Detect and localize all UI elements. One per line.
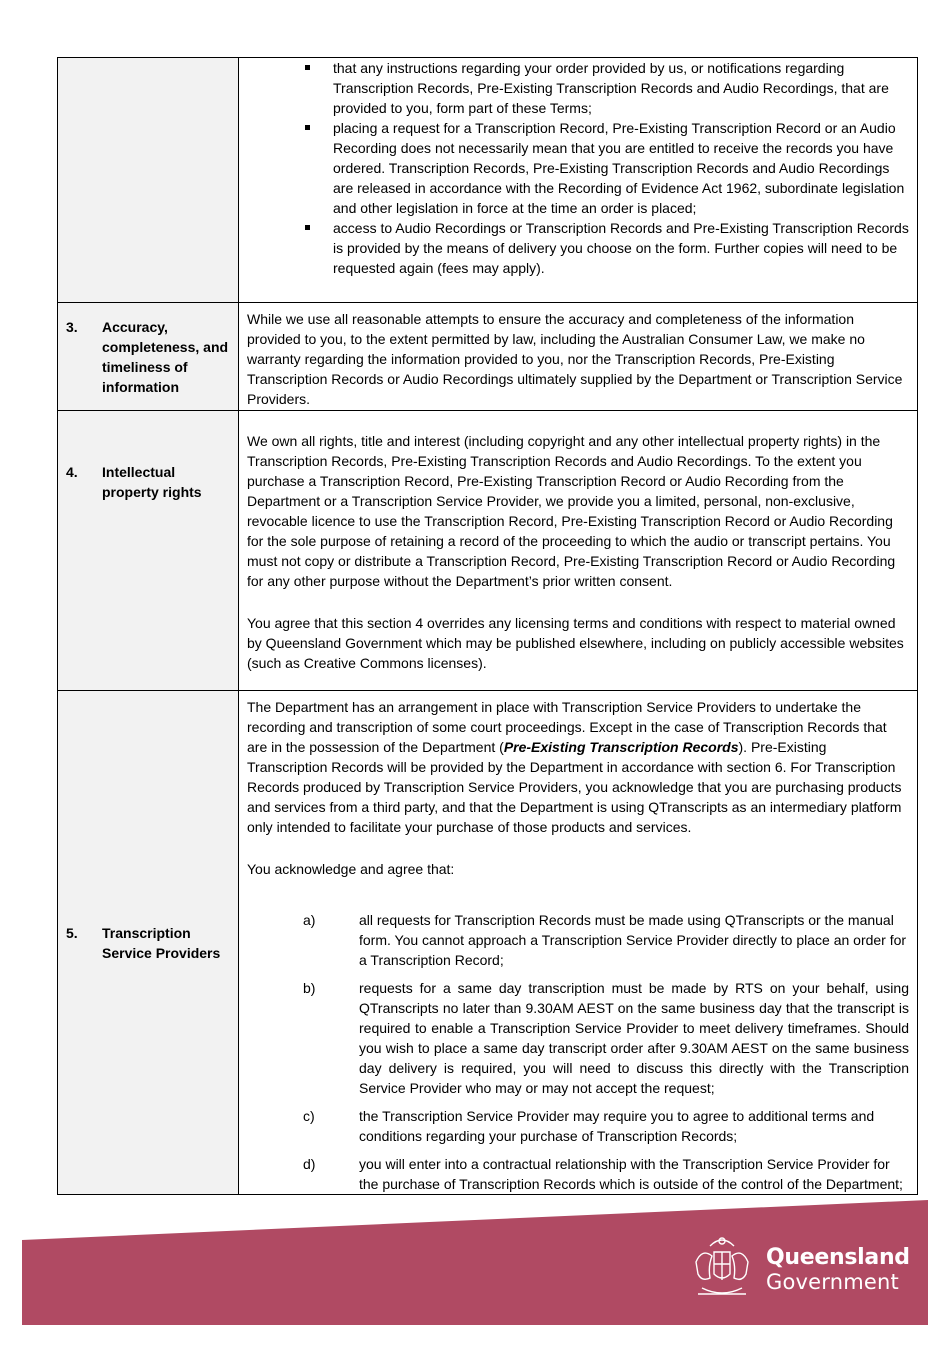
section-5-body (239, 691, 918, 1195)
list-item: that any instructions regarding your order provided by us, or notifications regarding Transcription Records, Pre-Existing Transcription Records and Audio Recordings, that are provided to you, form part of these Terms; (333, 58, 909, 118)
section-number: 5. (66, 924, 78, 941)
paragraph: You agree that this section 4 overrides any licensing terms and conditions with respect to material owned by Queensland Government which may be published elsewhere, including on publicly accessible websites (such as Creative Commons licenses). (247, 615, 904, 671)
paragraph: While we use all reasonable attempts to ensure the accuracy and completeness of the information provided to you, to the extent permitted by law, including the Australian Consumer Law, we make no warranty regarding the information provided to you, nor the Transcription Records, Pre-Existing Transcription Records or Audio Recordings ultimately supplied by the Department or Transcription Service Providers. (247, 311, 903, 407)
table-row (58, 411, 918, 691)
section-4-label (58, 411, 239, 691)
section-label-empty (58, 58, 239, 303)
section-4-body (239, 411, 918, 691)
terms-table (57, 57, 918, 1195)
section-3-body (239, 303, 918, 411)
table-row (58, 691, 918, 1195)
section-number: 4. (66, 464, 78, 480)
table-row (58, 303, 918, 411)
list-item: b) requests for a same day transcription must be made by RTS on your behalf, using QTranscripts no later than 9.30AM AEST on the same business day that the transcript is required to enable a Transcription Service Provider to meet delivery timeframes. Should you wish to place a same day transcript order after 9.30AM AEST on the same business day delivery is required, you will need to discuss this directly with the Transcription Service Provider who may or may not accept the request; (303, 980, 909, 1096)
paragraph: We own all rights, title and interest (including copyright and any other intellectual property rights) in the Transcription Records, Pre-Existing Transcription Records and Audio Recordings. To the extent you purchase a Transcription Record, Pre-Existing Transcription Record or Audio Recording from the Department or a Transcription Service Provider, we provide you a limited, personal, non-exclusive, revocable licence to use the Transcription Record, Pre-Existing Transcription Record or Audio Recording for the sole purpose of retaining a record of the proceeding to which the audio or transcript pertains. You must not copy or distribute a Transcription Record, Pre-Existing Transcription Record or Audio Recording for any other purpose without the Department’s prior written consent. (247, 433, 896, 589)
paragraph: The Department has an arrangement in place with Transcription Service Providers to undertake the recording and transcription of some court proceedings. Except in the case of Transcription Records that are in the possession of the Department (Pre-Existing Transcription Records). Pre-Existing Transcription Records will be provided by the Department in accordance with section 6. For Transcription Records produced by Transcription Service Providers, you acknowledge that you are purchasing products and services from a third party, and that the Department is using QTranscripts as an intermediary platform only intended to facilitate your purchase of those products and services. (247, 699, 902, 835)
agreement-list (247, 910, 909, 1194)
table-row (58, 58, 918, 303)
section-3-label (58, 303, 239, 411)
defined-term: Pre-Existing Transcription Records (503, 739, 739, 755)
section-number: 3. (66, 318, 78, 335)
list-item: a) all requests for Transcription Records must be made using QTranscripts or the manual form. You cannot approach a Transcription Service Provider directly to place an order for a Transcription Record; (303, 912, 907, 968)
paragraph: You acknowledge and agree that: (247, 861, 455, 877)
section-title: Accuracy, completeness, and timeliness of information (102, 318, 229, 395)
section-title: Transcription Service Providers (102, 924, 221, 961)
bullet-list (247, 58, 909, 278)
list-item: d) you will enter into a contractual relationship with the Transcription Service Provider for the purchase of Transcription Records which is outside of the control of the Department; (303, 1156, 903, 1192)
intro-bullets-cell (239, 58, 918, 303)
list-item: c) the Transcription Service Provider may require you to agree to additional terms and conditions regarding your purchase of Transcription Records; (303, 1108, 875, 1144)
list-item: access to Audio Recordings or Transcription Records and Pre-Existing Transcription Records is provided by the means of delivery you choose on the form. Further copies will need to be requested again (fees may apply). (333, 220, 909, 276)
section-5-label (58, 691, 239, 1195)
queensland-government-logo: Queensland Government (766, 1245, 910, 1294)
section-title: Intellectual property rights (102, 464, 202, 500)
list-item: placing a request for a Transcription Record, Pre-Existing Transcription Record or an Audio Recording does not necessarily mean that you are entitled to receive the records you have ordered. Transcription Records, Pre-Existing Transcription Records and Audio Recordings are released in accordance with the Recording of Evidence Act 1962, subordinate legislation and other legislation in force at the time an order is placed; (333, 118, 909, 218)
